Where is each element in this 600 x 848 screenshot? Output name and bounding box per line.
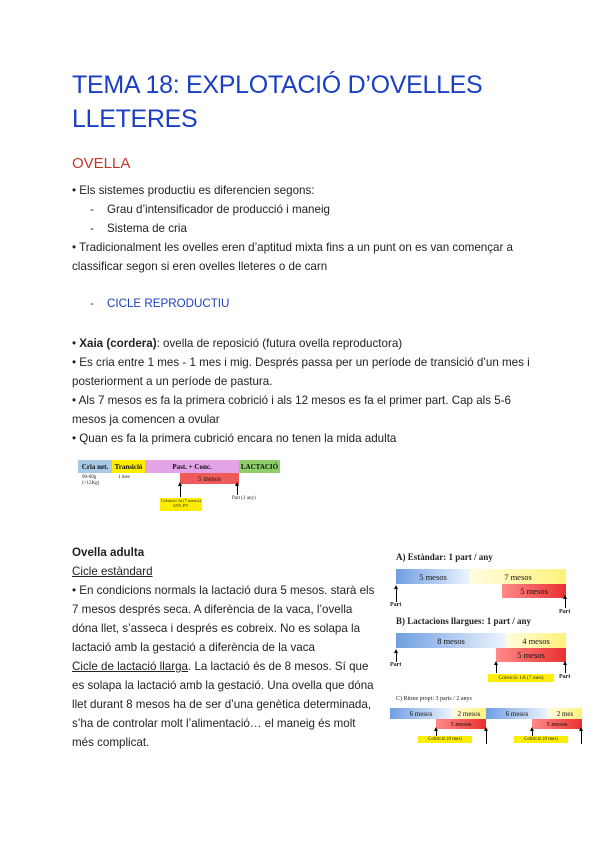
transicio-note: 1 mes [118,475,130,480]
c-gestation-bar-2: 5 mesos [532,719,582,729]
part-label: Part (1 any) [232,496,256,501]
adulta-paragraph-2 [72,657,378,752]
b-cobricio-arrow [496,664,497,673]
c-cobricio-label-2: Cobrició (8 mes) [514,736,568,743]
c-cobricio-arrow-1 [436,730,437,736]
c-dry-bar-1: 2 mesos [452,708,486,719]
cicle-estandard-heading: Cicle estàndard [72,565,153,578]
a-lactation-bar: 5 mesos [396,569,470,584]
a-part-left: Part [390,602,402,608]
c-cobricio-arrow-2 [532,730,533,736]
b-dry-bar: 4 mesos [506,633,566,648]
xaia-term: Xaia (cordera) [79,337,157,350]
b-part-arrow-right [565,664,566,673]
a-part-arrow-right [565,598,566,608]
a-part-arrow-left [396,588,397,602]
transicio-bar: Transició [112,460,145,473]
c-cobricio-label-1: Cobrició (8 mes) [418,736,472,743]
pastura-bar: Past. + Conc. [145,460,239,473]
b-cobricio-label: Cobrició 1A (7 mes) [488,674,554,682]
b-part-right: Part [559,674,571,680]
c-lactation-bar-1: 6 mesos [390,708,452,719]
intro-dash-1: Grau d’intensificador de producció i maneig [107,203,330,216]
xaia-bullet-2: • Es cria entre 1 mes - 1 mes i mig. Després passa per un període de transició d’un mes i posteriorment a un període de pastura. [72,356,530,388]
b-gestation-bar: 5 mesos [496,648,566,662]
c-part-arrow-1 [486,730,487,744]
intro-bullet-1: • Els sistemes productiu es diferencien segons: [72,184,315,197]
page-title: TEMA 18: EXPLOTACIÓ D’OVELLES LLETERES [72,71,483,133]
adulta-heading: Ovella adulta [72,546,145,559]
lactacio-bar: LACTACIÓ [239,460,280,473]
xaia-bullet-4: • Quan es fa la primera cubrició encara no tenen la mida adulta [72,432,397,445]
dash-marker: - [90,203,94,216]
cobricio-arrow [180,485,181,497]
subsection-heading: CICLE REPRODUCTIU [107,297,230,310]
diagram-b-title: B) Lactacions llargues: 1 part / any [396,616,531,626]
b-part-arrow-left [396,652,397,662]
a-gestation-bar: 5 mesos [502,584,566,598]
xaia-definition [72,334,532,353]
diagram-c-title: C) Ritme propi: 3 parts / 2 anys [396,696,472,702]
b-lactation-bar: 8 mesos [396,633,506,648]
cicle-llarga-link: Cicle de lactació llarga [72,660,188,673]
a-dry-bar: 7 mesos [470,569,566,584]
bullet: • [72,337,80,350]
part-arrow [237,485,238,495]
diagram-a-title: A) Estàndar: 1 part / any [396,552,493,562]
adulta-paragraph-1: • En condicions normals la lactació dura 5 mesos. starà els 7 mesos després seca. A diferència de la vaca, l’ovella dóna llet, s’asseca i després es cobreix. No es solapa la lactació amb la gestació a diferència de la vaca [72,584,375,654]
dash-marker: - [90,297,94,310]
c-part-arrow-2 [581,730,582,744]
cicle-llarga-text: . La lactació és de 8 mesos. Sí que es solapa la lactació amb la gestació. Una ovella que dóna llet durant 8 mesos ha de ser d’una genètica determinada, s’ha de controlar molt l’alimentació… el maneig és molt més complicat. [72,660,374,749]
replacement-timeline-diagram [78,458,282,518]
adult-cycles-diagram [390,552,586,748]
a-part-right: Part [559,609,571,615]
c-dry-bar-2: 2 mes [548,708,582,719]
xaia-bullet-3: • Als 7 mesos es fa la primera cobrició i als 12 mesos es fa el primer part. Cap als 5-6 mesos ja comencen a ovular [72,394,511,426]
b-part-left: Part [390,662,402,668]
cobricio-label: Cobrició 1a (7 mesos) 65% PV [160,498,202,511]
cria-note: 90-60g (>12Kg) [82,475,100,486]
dash-marker: - [90,222,94,235]
c-gestation-bar-1: 5 mesos [436,719,486,729]
intro-bullet-2: • Tradicionalment les ovelles eren d’aptitud mixta fins a un punt on es van començar a classificar segon si eren ovelles lleteres o de carn [72,241,513,273]
intro-dash-2: Sistema de cria [107,222,187,235]
xaia-rest: : ovella de reposició (futura ovella reproductora) [156,337,403,350]
c-lactation-bar-2: 6 mesos [486,708,548,719]
section-heading: OVELLA [72,155,131,172]
cria-bar: Cria net. [78,460,112,473]
gestation-bar: 5 mesos [180,473,239,484]
